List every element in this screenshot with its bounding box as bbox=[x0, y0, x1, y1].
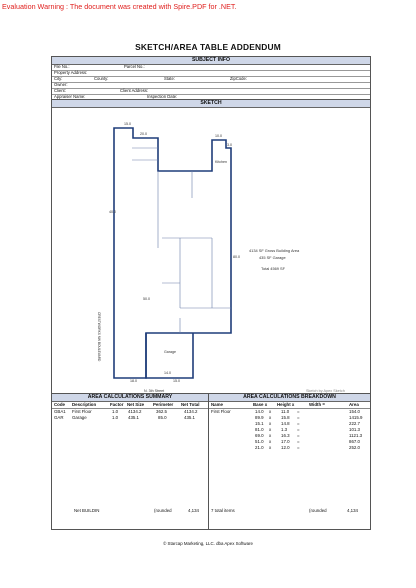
cell-width: 11.0 bbox=[281, 409, 290, 414]
rounded-note: (rounded bbox=[309, 508, 327, 513]
zipcode-label: ZipCode: bbox=[230, 76, 247, 81]
summary-panel bbox=[51, 393, 209, 530]
dim-label: 10.0 bbox=[215, 134, 222, 138]
cell-base: 89.9 bbox=[255, 415, 264, 420]
cell-width: 15.8 bbox=[281, 415, 290, 420]
cell-perimeter: 85.0 bbox=[158, 415, 167, 420]
summary-footer bbox=[52, 508, 208, 514]
col-area: Area bbox=[349, 402, 359, 407]
cell-area: 154.0 bbox=[349, 409, 360, 414]
cell-area: 1415.9 bbox=[349, 415, 363, 420]
cell-net-total: 435.1 bbox=[184, 415, 195, 420]
table-row bbox=[209, 445, 370, 451]
cell-base: 14.0 bbox=[255, 409, 264, 414]
building-outline bbox=[114, 128, 231, 378]
sketch-panel bbox=[51, 99, 371, 394]
col-height: Height x bbox=[277, 402, 295, 407]
cell-area: 867.0 bbox=[349, 439, 360, 444]
owner-label: Owner: bbox=[54, 82, 68, 87]
net-building-value: 4,134 bbox=[188, 508, 199, 513]
subject-info-panel bbox=[51, 56, 371, 100]
breakdown-header: AREA CALCULATIONS BREAKDOWN bbox=[209, 394, 370, 402]
cell-code: GAR bbox=[54, 415, 64, 420]
cell-equals: = bbox=[297, 427, 300, 432]
rounded-note: (rounded bbox=[154, 508, 172, 513]
cell-perimeter: 362.5 bbox=[156, 409, 167, 414]
sketch-header: SKETCH bbox=[52, 100, 370, 108]
col-factor: Factor bbox=[110, 402, 124, 407]
col-description: Description bbox=[72, 402, 97, 407]
client-address-label: Client Address: bbox=[120, 88, 149, 93]
summary-columns bbox=[52, 401, 208, 409]
dim-label: 15.0 bbox=[124, 122, 131, 126]
cell-base: 21.0 bbox=[255, 445, 264, 450]
total-area-label: Total 4569 SF bbox=[261, 266, 286, 271]
side-street-label: CRESTWORKS NW BOULEVARD bbox=[97, 312, 101, 362]
cell-area: 101.3 bbox=[349, 427, 360, 432]
col-code: Code bbox=[54, 402, 65, 407]
cell-factor: 1.0 bbox=[112, 415, 119, 420]
cell-width: 12.0 bbox=[281, 445, 290, 450]
col-net-size: Net Size bbox=[127, 402, 145, 407]
cell-equals: = bbox=[297, 409, 300, 414]
cell-times: x bbox=[269, 409, 272, 414]
cell-width: 16.3 bbox=[281, 433, 290, 438]
inspection-date-label: Inspection Date: bbox=[147, 94, 178, 99]
cell-times: x bbox=[269, 439, 272, 444]
cell-width: 1.3 bbox=[281, 427, 288, 432]
net-building-label: Net BUILDIN bbox=[74, 508, 100, 513]
county-label: County: bbox=[94, 76, 109, 81]
cell-equals: = bbox=[297, 421, 300, 426]
copyright-footer: © Starcap Marketing, LLC. dba Apex Software bbox=[163, 541, 253, 546]
cell-code: GBA1 bbox=[54, 409, 66, 414]
subject-info-header: SUBJECT INFO bbox=[52, 57, 370, 65]
garage-room-label: Garage bbox=[164, 350, 176, 354]
cell-description: First Floor bbox=[72, 409, 92, 414]
client-label: Client: bbox=[54, 88, 66, 93]
cell-width: 17.0 bbox=[281, 439, 290, 444]
street-label: N. 3th Street bbox=[144, 389, 165, 393]
cell-equals: = bbox=[297, 433, 300, 438]
dim-label: 40.0 bbox=[109, 210, 116, 214]
cell-width: 14.8 bbox=[281, 421, 290, 426]
dim-label: 80.0 bbox=[233, 255, 240, 259]
cell-description: Garage bbox=[72, 415, 87, 420]
cell-net-size: 4134.2 bbox=[128, 409, 142, 414]
evaluation-warning: Evaluation Warning : The document was created with Spire.PDF for .NET. bbox=[2, 2, 237, 11]
breakdown-panel bbox=[208, 393, 371, 530]
cell-times: x bbox=[269, 415, 272, 420]
property-address-label: Property Address: bbox=[54, 70, 88, 75]
cell-name: First Floor bbox=[211, 409, 231, 414]
col-base: Base x bbox=[253, 402, 268, 407]
col-perimeter: Perimeter bbox=[153, 402, 174, 407]
table-row bbox=[52, 415, 208, 421]
col-name: Name bbox=[211, 402, 223, 407]
appraiser-name-label: Appraiser Name: bbox=[54, 94, 86, 99]
page-title: SKETCH/AREA TABLE ADDENDUM bbox=[135, 42, 281, 52]
dim-label: 50.0 bbox=[143, 297, 150, 301]
dim-label: 14.0 bbox=[164, 371, 171, 375]
state-label: State: bbox=[164, 76, 175, 81]
parcel-no-label: Parcel No.: bbox=[124, 64, 145, 69]
cell-times: x bbox=[269, 445, 272, 450]
cell-net-total: 4134.2 bbox=[184, 409, 198, 414]
breakdown-columns bbox=[209, 401, 370, 409]
cell-area: 1121.3 bbox=[349, 433, 363, 438]
col-width: Width = bbox=[309, 402, 325, 407]
cell-area: 252.0 bbox=[349, 445, 360, 450]
breakdown-footer bbox=[209, 508, 370, 514]
summary-header: AREA CALCULATIONS SUMMARY bbox=[52, 394, 208, 402]
cell-equals: = bbox=[297, 439, 300, 444]
dim-label: 3.0 bbox=[227, 143, 232, 147]
total-value: 4,134 bbox=[347, 508, 358, 513]
cell-area: 222.7 bbox=[349, 421, 360, 426]
sketch-credit: Sketch by Apex Sketch bbox=[306, 389, 345, 393]
floor-plan-drawing bbox=[52, 108, 370, 394]
cell-base: 51.0 bbox=[255, 439, 264, 444]
cell-equals: = bbox=[297, 445, 300, 450]
cell-factor: 1.0 bbox=[112, 409, 119, 414]
dim-label: 18.0 bbox=[130, 379, 137, 383]
cell-net-size: 435.1 bbox=[128, 415, 139, 420]
dim-label: 15.0 bbox=[173, 379, 180, 383]
cell-times: x bbox=[269, 433, 272, 438]
col-net-total: Net Total bbox=[181, 402, 200, 407]
total-items-label: 7 total items bbox=[211, 508, 235, 513]
cell-base: 81.0 bbox=[255, 427, 264, 432]
kitchen-label: Kitchen bbox=[215, 160, 227, 164]
city-label: City: bbox=[54, 76, 63, 81]
gross-area-label: 4134 SF Gross Building Area bbox=[249, 248, 300, 253]
garage-area-label: 435 SF Garage bbox=[259, 255, 286, 260]
cell-times: x bbox=[269, 421, 272, 426]
cell-base: 69.0 bbox=[255, 433, 264, 438]
dim-label: 20.0 bbox=[140, 132, 147, 136]
cell-times: x bbox=[269, 427, 272, 432]
cell-equals: = bbox=[297, 415, 300, 420]
file-no-label: File No.: bbox=[54, 64, 70, 69]
cell-base: 15.1 bbox=[255, 421, 264, 426]
